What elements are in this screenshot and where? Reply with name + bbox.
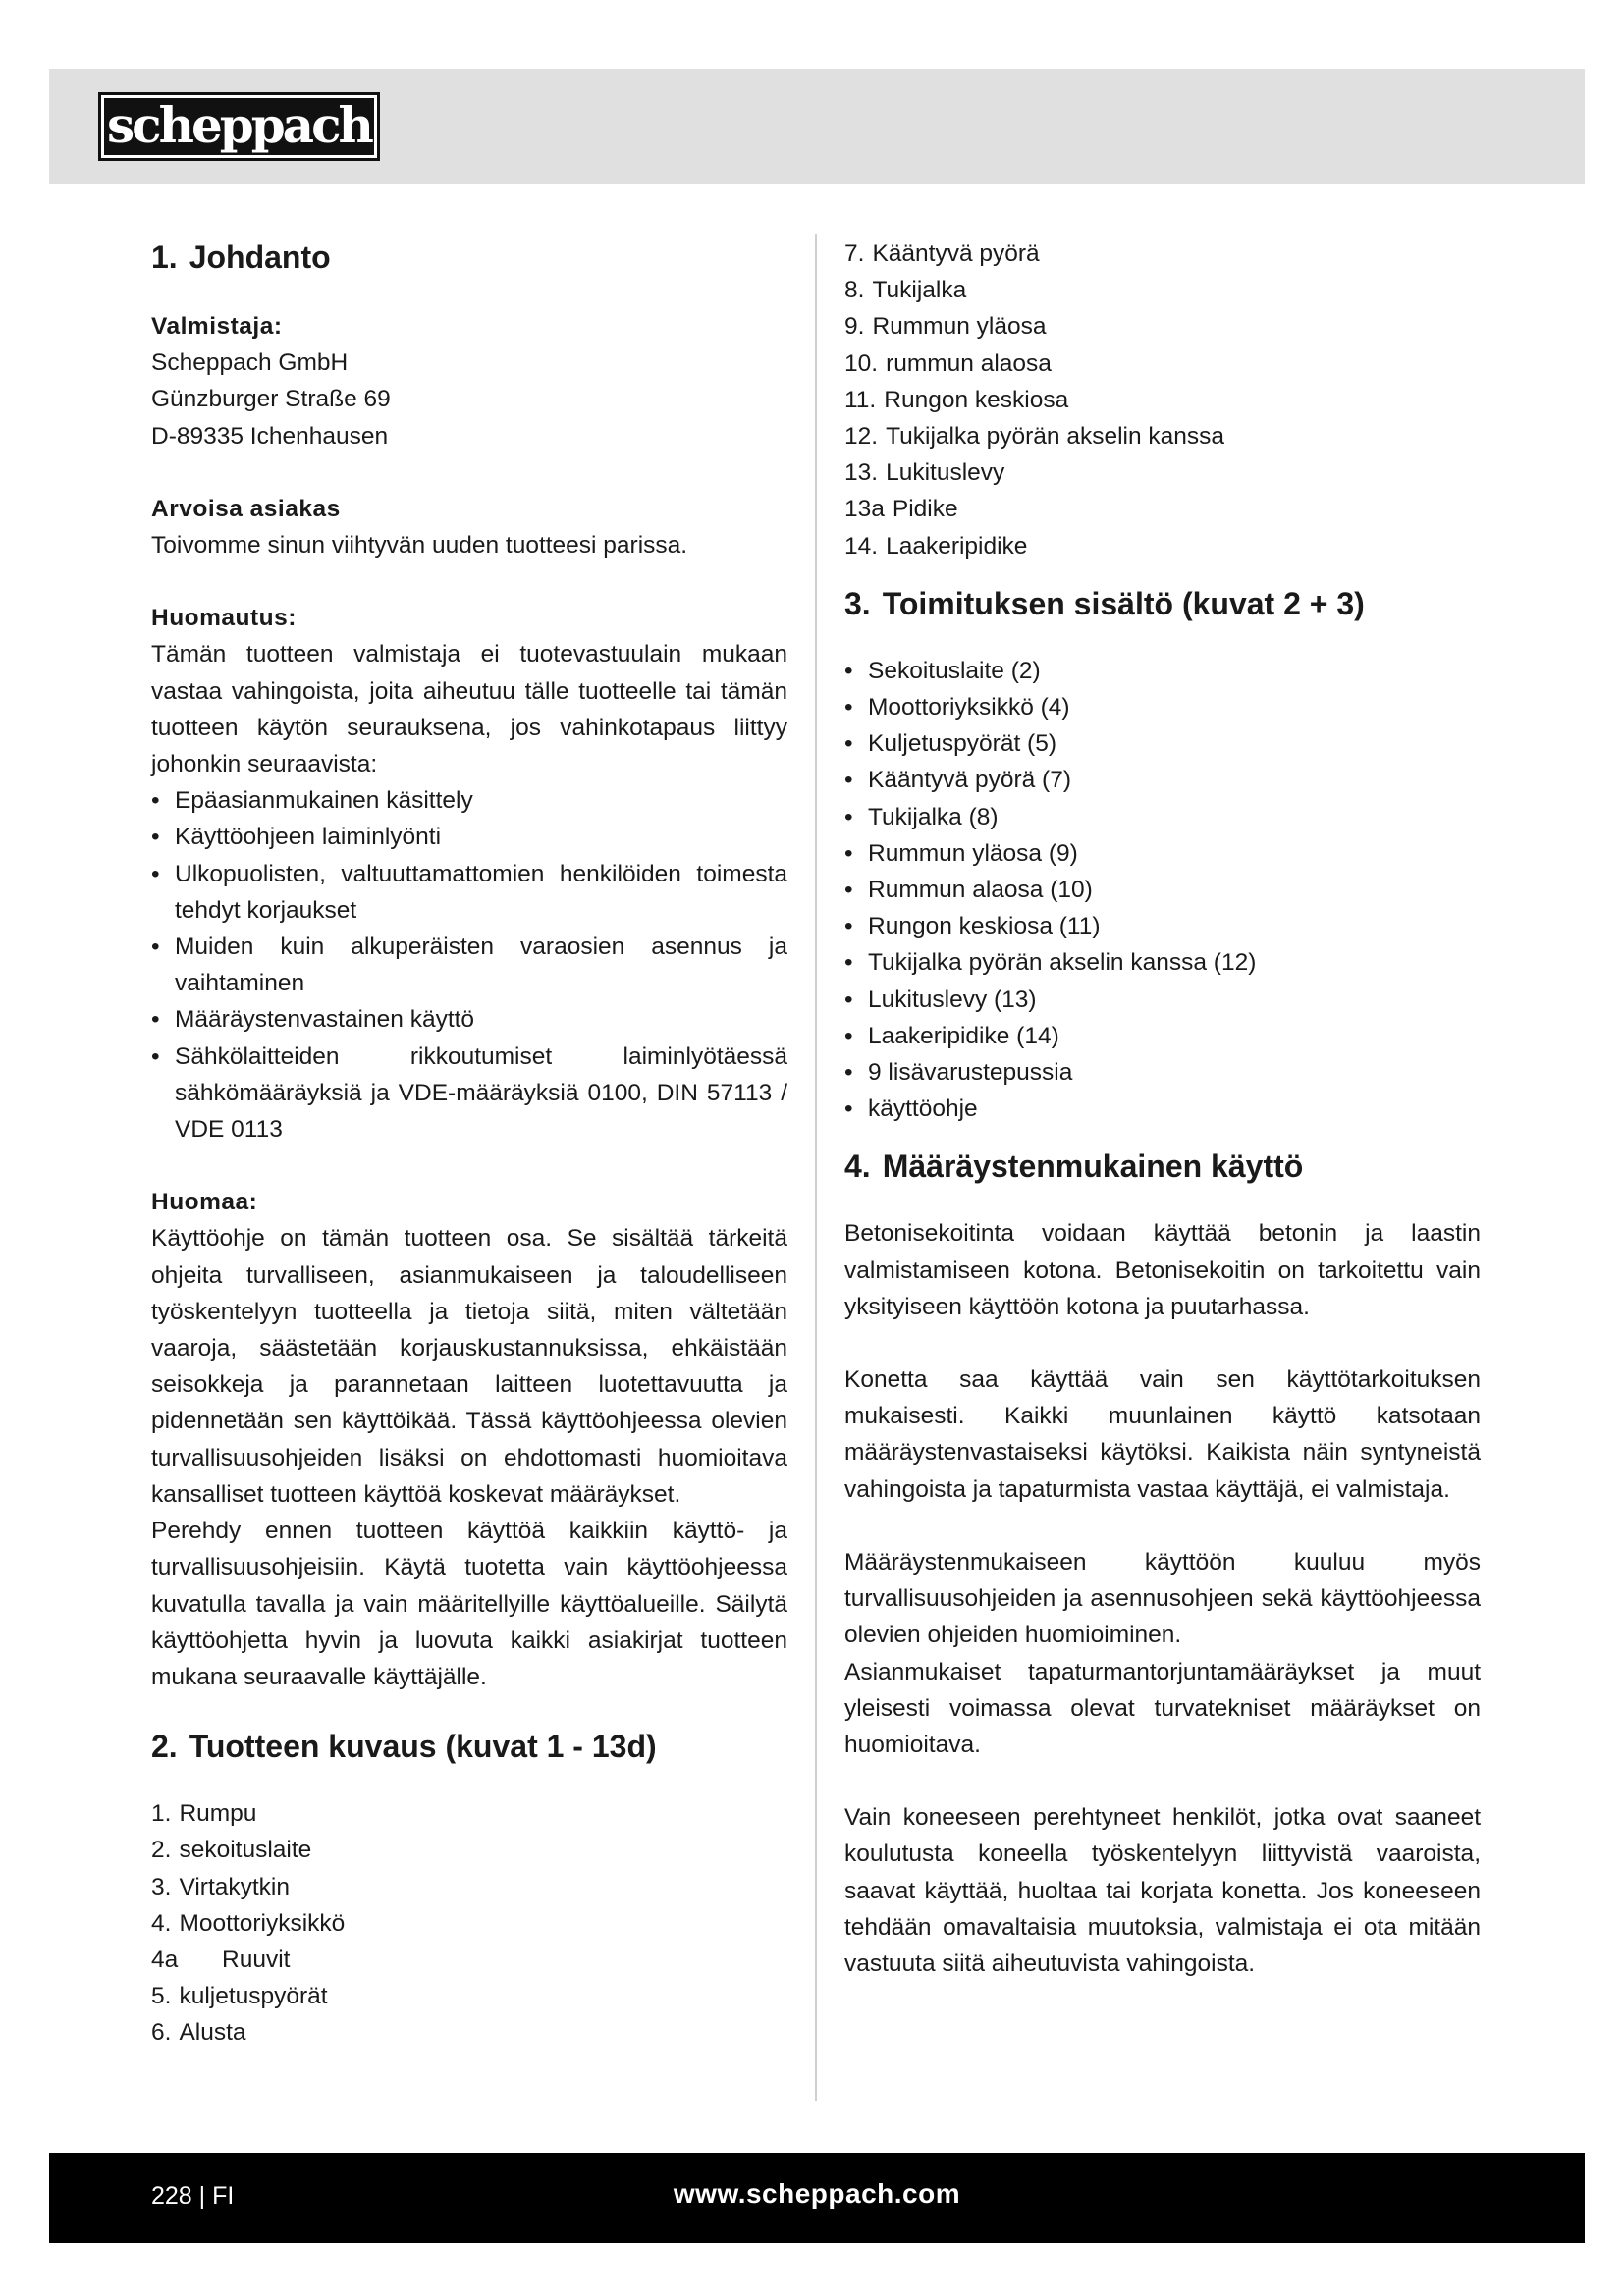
section-heading-description: 2. Tuotteen kuvaus (kuvat 1 - 13d) xyxy=(151,1729,657,1765)
dear-customer-text: Toivomme sinun viihtyvän uuden tuotteesi parissa. xyxy=(151,532,688,560)
list-item: • Sekoituslaite (2) xyxy=(844,653,1481,689)
manufacturer-label: Valmistaja: xyxy=(151,313,283,340)
manufacturer-line: Scheppach GmbH xyxy=(151,349,349,377)
right-column xyxy=(844,236,1481,1982)
left-column xyxy=(151,236,787,2052)
list-item: 13a Pidike xyxy=(844,496,958,523)
list-item: • Moottoriyksikkö (4) xyxy=(844,689,1481,725)
list-item: 8. Tukijalka xyxy=(844,277,967,304)
list-item: • Lukituslevy (13) xyxy=(844,982,1481,1018)
list-item: 13. Lukituslevy xyxy=(844,459,1005,487)
list-item: 11. Rungon keskiosa xyxy=(844,386,1069,413)
manufacturer-line: D-89335 Ichenhausen xyxy=(151,422,389,450)
list-item: 1. Rumpu xyxy=(151,1800,257,1828)
delivery-list xyxy=(844,653,1481,1128)
section-heading-intended-use: 4. Määräystenmukainen käyttö xyxy=(844,1148,1304,1185)
list-item: • Rummun alaosa (10) xyxy=(844,872,1481,908)
parts-list-continued xyxy=(844,236,1481,564)
liability-list xyxy=(151,782,787,1148)
list-item: • Ulkopuolisten, valtuuttamattomien henkilöiden toimesta tehdyt korjaukset xyxy=(151,856,787,929)
intended-use-text: Määräystenmukaiseen käyttöön kuuluu myös turvallisuusohjeiden ja asennusohjeen sekä käyttöohjeessa olevien ohjeiden huomioiminen. xyxy=(844,1548,1481,1649)
list-item: 12. Tukijalka pyörän akselin kanssa xyxy=(844,423,1225,451)
section-heading-delivery: 3. Toimituksen sisältö (kuvat 2 + 3) xyxy=(844,585,1365,621)
list-item: • Epäasianmukainen käsittely xyxy=(151,782,787,819)
list-item: • Tukijalka pyörän akselin kanssa (12) xyxy=(844,944,1481,981)
column-divider xyxy=(815,234,817,2101)
website-link[interactable]: www.scheppach.com xyxy=(673,2178,961,2209)
list-item: 6. Alusta xyxy=(151,2019,246,2047)
intended-use-text: Konetta saa käyttää vain sen käyttötarkoituksen mukaisesti. Kaikki muunlainen käyttö katsotaan määräystenvastaiseksi käytöksi. Kaikista näin syntyneistä vahingoista ja tapaturmista vastaa käyttäjä, ei valmistaja. xyxy=(844,1366,1481,1503)
list-item: • Kuljetuspyörät (5) xyxy=(844,725,1481,762)
list-item: • käyttöohje xyxy=(844,1091,1481,1127)
page-header xyxy=(49,69,1585,184)
note-text: Tämän tuotteen valmistaja ei tuotevastuulain mukaan vastaa vahingoista, joita aiheutuu tälle tuotteelle tai tämän tuotteen käytön seurauksena, jos vahinkotapaus liittyy johonkin seuraavista: xyxy=(151,641,787,778)
list-item: 5. kuljetuspyörät xyxy=(151,1983,328,2010)
note-label: Huomautus: xyxy=(151,605,297,632)
list-item: • Määräystenvastainen käyttö xyxy=(151,1001,787,1038)
notice-label: Huomaa: xyxy=(151,1189,258,1216)
list-item: • Laakeripidike (14) xyxy=(844,1018,1481,1054)
parts-list xyxy=(151,1795,787,2051)
intended-use-text: Vain koneeseen perehtyneet henkilöt, jotka ovat saaneet koulutusta koneella työskentelyyn liittyvistä vaaroista, saavat käyttää, huoltaa tai korjata konetta. Jos koneeseen tehdään omavaltaisia muutoksia, valmistaja ei ota mitään vastuuta siitä aiheutuvista vahingoista. xyxy=(844,1804,1481,1977)
list-item: 14. Laakeripidike xyxy=(844,532,1028,560)
list-item: 2. sekoituslaite xyxy=(151,1837,312,1864)
list-item: • Rungon keskiosa (11) xyxy=(844,908,1481,944)
dear-customer-label: Arvoisa asiakas xyxy=(151,495,341,522)
list-item: • Tukijalka (8) xyxy=(844,799,1481,835)
section-heading-intro: 1. Johdanto xyxy=(151,240,331,275)
manufacturer-line: Günzburger Straße 69 xyxy=(151,386,391,413)
intended-use-text: Betonisekoitinta voidaan käyttää betonin ja laastin valmistamiseen kotona. Betonisekoitin on tarkoitettu vain yksityiseen käyttöön kotona ja puutarhassa. xyxy=(844,1220,1481,1320)
list-item: • Käyttöohjeen laiminlyönti xyxy=(151,819,787,855)
list-item: 4. Moottoriyksikkö xyxy=(151,1909,346,1937)
notice-text: Käyttöohje on tämän tuotteen osa. Se sisältää tärkeitä ohjeita turvalliseen, asianmukaiseen ja taloudelliseen työskentelyyn tuotteella ja tietoja siitä, miten vältetään vaaroja, säästetään korjauskustannuksissa, ehkäistään seisokkeja ja parannetaan laitteen luotettavuutta ja pidennetään sen käyttöikää. Tässä käyttöohjeessa olevien turvallisuusohjeiden lisäksi on ehdottomasti huomioitava kansalliset tuotteen käyttöä koskevat määräykset. xyxy=(151,1225,787,1508)
list-item: • Rummun yläosa (9) xyxy=(844,835,1481,872)
list-item: 3. Virtakytkin xyxy=(151,1873,290,1900)
brand-logo: scheppach xyxy=(98,92,380,161)
intended-use-text: Asianmukaiset tapaturmantorjuntamääräykset ja muut yleisesti voimassa olevat turvatekniset määräykset on huomioitava. xyxy=(844,1658,1481,1758)
page-footer xyxy=(49,2153,1585,2243)
page-number: 228 | FI xyxy=(151,2182,235,2210)
list-item: • Kääntyvä pyörä (7) xyxy=(844,762,1481,798)
list-item: 4a Ruuvit xyxy=(151,1946,291,1973)
list-item: 9. Rummun yläosa xyxy=(844,313,1047,341)
list-item: 7. Kääntyvä pyörä xyxy=(844,240,1040,267)
notice-text: Perehdy ennen tuotteen käyttöä kaikkiin käyttö- ja turvallisuusohjeisiin. Käytä tuotetta vain käyttöohjeessa kuvatulla tavalla ja vain määritellyille käyttöalueille. Säilytä käyttöohjetta hyvin ja luovuta kaikki asiakirjat tuotteen mukana seuraavalle käyttäjälle. xyxy=(151,1518,787,1690)
list-item: • Muiden kuin alkuperäisten varaosien asennus ja vaihtaminen xyxy=(151,929,787,1001)
list-item: 10. rummun alaosa xyxy=(844,349,1052,377)
list-item: • Sähkölaitteiden rikkoutumiset laiminlyötäessä sähkömääräyksiä ja VDE-määräyksiä 0100, DIN 57113 / VDE 0113 xyxy=(151,1039,787,1148)
list-item: • 9 lisävarustepussia xyxy=(844,1054,1481,1091)
